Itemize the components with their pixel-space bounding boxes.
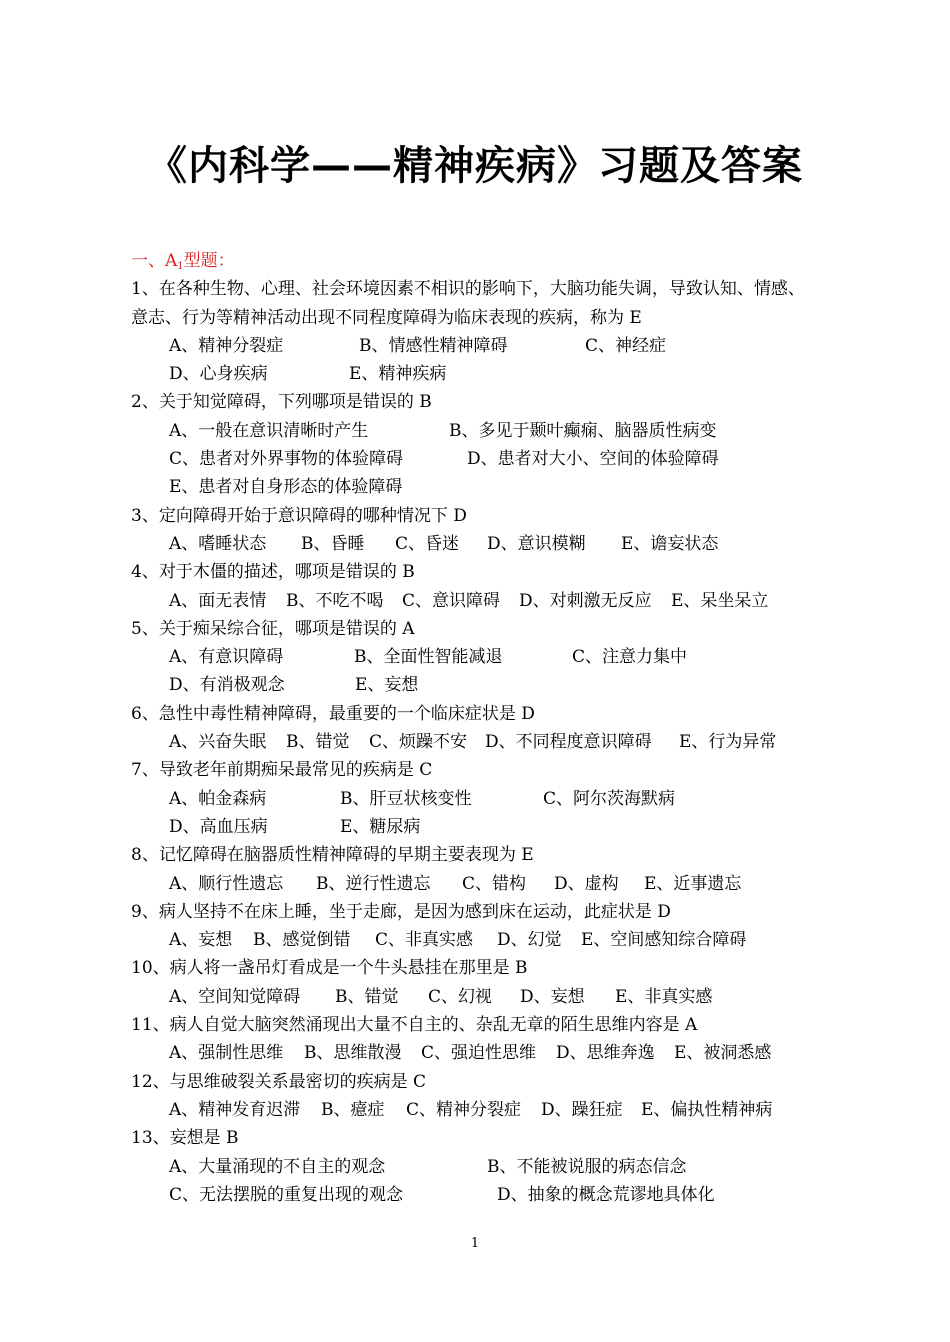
answer-option: B、多见于颞叶癫痫、脑器质性病变 — [449, 420, 717, 441]
answer-option: D、幻觉 — [497, 930, 562, 951]
answer-option: A、强制性思维 — [169, 1043, 284, 1064]
answer-option: D、对刺激无反应 — [519, 590, 652, 611]
answer-option: E、偏执性精神病 — [641, 1099, 773, 1120]
answer-options — [131, 1181, 851, 1209]
answer-option: A、空间知觉障碍 — [169, 986, 301, 1007]
answer-option: E、糖尿病 — [340, 816, 421, 837]
answer-option: A、兴奋失眠 — [169, 732, 267, 753]
answer-option: B、感觉倒错 — [253, 930, 351, 951]
answer-option: C、烦躁不安 — [369, 732, 468, 753]
answer-option: E、妄想 — [355, 675, 419, 696]
answer-option: E、近事遗忘 — [644, 873, 742, 894]
answer-option: E、呆坐呆立 — [671, 590, 769, 611]
question-text: 10、病人将一盏吊灯看成是一个牛头悬挂在那里是 B — [131, 958, 528, 979]
section-heading — [131, 247, 851, 275]
answer-option: C、患者对外界事物的体验障碍 — [169, 449, 404, 470]
answer-options — [131, 332, 851, 360]
answer-option: C、无法摆脱的重复出现的观念 — [169, 1184, 404, 1205]
page-number: 1 — [470, 1236, 480, 1251]
answer-option: C、错构 — [462, 873, 527, 894]
answer-option: B、不能被说服的病态信念 — [487, 1156, 687, 1177]
answer-option: A、有意识障碍 — [169, 647, 284, 668]
answer-options — [131, 1039, 851, 1067]
answer-option: D、高血压病 — [169, 816, 268, 837]
answer-option: D、抽象的概念荒谬地具体化 — [497, 1184, 715, 1205]
answer-option: B、错觉 — [286, 732, 350, 753]
answer-option: B、癔症 — [321, 1099, 385, 1120]
answer-option: D、虚构 — [554, 873, 619, 894]
answer-option: B、全面性智能减退 — [354, 647, 503, 668]
answer-option: D、妄想 — [520, 986, 585, 1007]
answer-option: E、空间感知综合障碍 — [581, 930, 747, 951]
answer-option: B、思维散漫 — [304, 1043, 402, 1064]
answer-option: A、帕金森病 — [169, 788, 267, 809]
answer-option: E、被洞悉感 — [674, 1043, 772, 1064]
answer-options — [131, 1153, 851, 1181]
answer-options — [131, 870, 851, 898]
answer-option: D、患者对大小、空间的体验障碍 — [467, 449, 719, 470]
answer-option: A、面无表情 — [169, 590, 267, 611]
answer-option: B、昏睡 — [301, 533, 365, 554]
section-suffix: 型题： — [183, 251, 235, 271]
answer-options — [131, 1096, 851, 1124]
answer-option: C、幻视 — [428, 986, 493, 1007]
question-text: 6、急性中毒性精神障碍，最重要的一个临床症状是 D — [131, 703, 535, 724]
answer-option: C、昏迷 — [395, 533, 460, 554]
answer-option: C、强迫性思维 — [421, 1043, 537, 1064]
answer-options — [131, 728, 851, 756]
document-title: 《内科学——精神疾病》习题及答案 — [147, 143, 803, 189]
answer-option: D、躁狂症 — [541, 1099, 623, 1120]
answer-option: E、精神疾病 — [349, 364, 447, 385]
answer-options — [131, 417, 851, 445]
answer-option: C、意识障碍 — [402, 590, 501, 611]
answer-options — [131, 785, 851, 813]
answer-options — [131, 473, 851, 501]
question-text: 12、与思维破裂关系最密切的疾病是 C — [131, 1071, 427, 1092]
answer-options — [131, 643, 851, 671]
question-text: 13、妄想是 B — [131, 1128, 239, 1149]
answer-option: A、一般在意识清晰时产生 — [169, 420, 369, 441]
answer-option: B、情感性精神障碍 — [359, 335, 508, 356]
answer-options — [131, 530, 851, 558]
answer-option: E、非真实感 — [615, 986, 713, 1007]
answer-option: D、思维奔逸 — [556, 1043, 655, 1064]
answer-option: A、嗜睡状态 — [169, 533, 267, 554]
answer-option: A、精神发育迟滞 — [169, 1099, 301, 1120]
question-text: 9、病人坚持不在床上睡，坐于走廊，是因为感到床在运动，此症状是 D — [131, 901, 671, 922]
answer-option: B、不吃不喝 — [286, 590, 384, 611]
answer-option: D、心身疾病 — [169, 364, 268, 385]
question-text: 2、关于知觉障碍，下列哪项是错误的 B — [131, 392, 432, 413]
answer-options — [131, 360, 851, 388]
answer-option: C、非真实感 — [375, 930, 474, 951]
answer-option: C、阿尔茨海默病 — [543, 788, 676, 809]
answer-option: A、精神分裂症 — [169, 335, 284, 356]
answer-option: A、妄想 — [169, 930, 233, 951]
answer-option: E、谵妄状态 — [621, 533, 719, 554]
answer-option: D、意识模糊 — [487, 533, 586, 554]
answer-option: A、顺行性遗忘 — [169, 873, 284, 894]
answer-options — [131, 813, 851, 841]
question-text: 1、在各种生物、心理、社会环境因素不相识的影响下，大脑功能失调，导致认知、情感、 — [131, 279, 805, 300]
answer-option: C、精神分裂症 — [406, 1099, 522, 1120]
answer-option: B、逆行性遗忘 — [316, 873, 431, 894]
answer-options — [131, 671, 851, 699]
answer-option: A、大量涌现的不自主的观念 — [169, 1156, 386, 1177]
answer-option: D、不同程度意识障碍 — [485, 732, 652, 753]
question-text: 11、病人自觉大脑突然涌现出大量不自主的、杂乱无章的陌生思维内容是 A — [131, 1015, 698, 1036]
answer-option: B、肝豆状核变性 — [340, 788, 472, 809]
answer-options — [131, 926, 851, 954]
answer-option: C、注意力集中 — [572, 647, 688, 668]
question-text: 意志、行为等精神活动出现不同程度障碍为临床表现的疾病，称为 E — [131, 307, 642, 328]
question-text: 4、对于木僵的描述，哪项是错误的 B — [131, 562, 415, 583]
answer-options — [131, 983, 851, 1011]
question-text: 3、定向障碍开始于意识障碍的哪种情况下 D — [131, 505, 467, 526]
answer-option: E、患者对自身形态的体验障碍 — [169, 477, 403, 498]
answer-options — [131, 445, 851, 473]
section-prefix: 一、A — [131, 251, 178, 271]
question-text: 8、记忆障碍在脑器质性精神障碍的早期主要表现为 E — [131, 845, 534, 866]
section-subscript: 1 — [177, 261, 184, 272]
answer-option: C、神经症 — [585, 335, 667, 356]
answer-option: E、行为异常 — [679, 732, 777, 753]
question-text: 7、导致老年前期痴呆最常见的疾病是 C — [131, 760, 433, 781]
question-text: 5、关于痴呆综合征，哪项是错误的 A — [131, 618, 415, 639]
document-body — [131, 247, 851, 1209]
answer-option: D、有消极观念 — [169, 675, 285, 696]
answer-option: B、错觉 — [335, 986, 399, 1007]
answer-options — [131, 587, 851, 615]
